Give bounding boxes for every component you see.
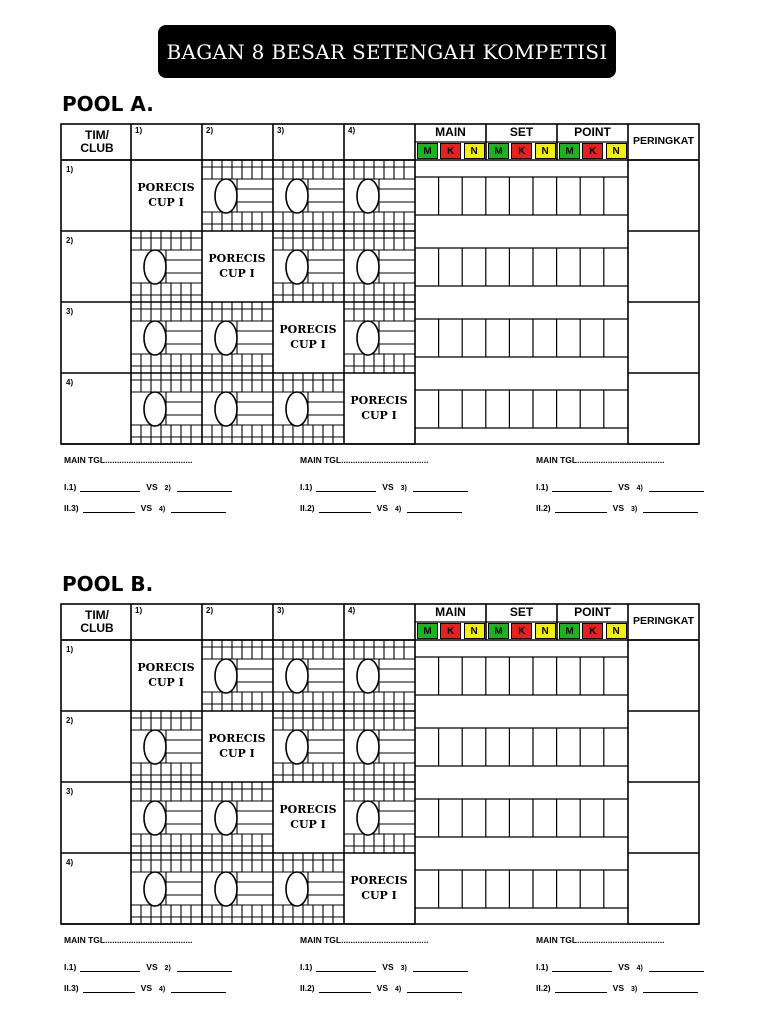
vs-label: VS: [140, 983, 152, 993]
diagonal-cell: [202, 731, 272, 761]
team-b-blank[interactable]: [643, 992, 698, 993]
match-team-a-label: I.1): [64, 482, 77, 492]
pool-title: POOL A.: [62, 92, 154, 116]
match-date-label: MAIN TGL.....................................: [64, 455, 193, 465]
match-team-b-label: 4): [159, 986, 166, 993]
diagonal-line-1: PORECIS: [208, 732, 266, 745]
column-number: 3): [277, 126, 285, 135]
match-line: [300, 962, 468, 972]
column-number: 1): [135, 606, 143, 615]
team-b-blank[interactable]: [649, 971, 704, 972]
diagonal-line-2: CUP I: [148, 196, 184, 209]
column-number: 4): [348, 606, 356, 615]
vs-label: VS: [382, 482, 394, 492]
diagonal-cell: [131, 180, 201, 210]
score-oval: [215, 179, 237, 213]
diagonal-line-2: CUP I: [148, 676, 184, 689]
team-a-blank[interactable]: [80, 971, 140, 972]
main-header: MAIN: [435, 125, 466, 139]
team-a-blank[interactable]: [552, 971, 612, 972]
vs-label: VS: [382, 962, 394, 972]
team-a-blank[interactable]: [552, 491, 612, 492]
diagonal-cell: [273, 802, 343, 832]
team-a-blank[interactable]: [316, 491, 376, 492]
diagonal-cell: [344, 393, 414, 423]
match-team-b-label: 3): [400, 965, 407, 972]
diagonal-cell: [131, 660, 201, 690]
match-line: [300, 983, 462, 993]
diagonal-line-1: PORECIS: [350, 874, 408, 887]
row-number: 2): [66, 236, 74, 245]
match-date-label: MAIN TGL.....................................: [536, 455, 665, 465]
diagonal-line-1: PORECIS: [350, 394, 408, 407]
team-b-blank[interactable]: [407, 512, 462, 513]
score-oval: [286, 250, 308, 284]
tim-club-header: TIM/ CLUB: [80, 128, 114, 155]
score-oval: [215, 659, 237, 693]
mkn-cell-k: K: [582, 143, 603, 159]
match-team-b-label: 3): [631, 986, 638, 993]
diagonal-line-1: PORECIS: [279, 803, 337, 816]
match-team-b-label: 2): [164, 965, 171, 972]
match-date-label: MAIN TGL.....................................: [300, 935, 429, 945]
team-b-blank[interactable]: [177, 971, 232, 972]
row-number: 3): [66, 787, 74, 796]
score-oval: [357, 179, 379, 213]
mkn-cell-m: M: [488, 623, 509, 639]
row-number: 4): [66, 858, 74, 867]
score-oval: [144, 872, 166, 906]
team-b-blank[interactable]: [171, 512, 226, 513]
match-line: [536, 482, 704, 492]
match-team-b-label: 4): [395, 986, 402, 993]
match-team-a-label: I.1): [300, 482, 313, 492]
team-b-blank[interactable]: [177, 491, 232, 492]
match-line: [536, 962, 704, 972]
set-header: SET: [509, 605, 534, 619]
team-b-blank[interactable]: [643, 512, 698, 513]
team-b-blank[interactable]: [171, 992, 226, 993]
pool-title: POOL B.: [62, 572, 154, 596]
match-team-a-label: II.3): [64, 983, 79, 993]
match-team-a-label: II.3): [64, 503, 79, 513]
score-oval: [215, 321, 237, 355]
match-line: [64, 983, 226, 993]
score-oval: [144, 392, 166, 426]
mkn-cell-m: M: [417, 623, 438, 639]
team-a-blank[interactable]: [316, 971, 376, 972]
set-header: SET: [509, 125, 534, 139]
vs-label: VS: [376, 983, 388, 993]
match-date-label: MAIN TGL.....................................: [64, 935, 193, 945]
vs-label: VS: [376, 503, 388, 513]
match-line: [64, 503, 226, 513]
mkn-cell-k: K: [582, 623, 603, 639]
match-team-b-label: 3): [631, 506, 638, 513]
team-a-blank[interactable]: [83, 512, 135, 513]
column-number: 4): [348, 126, 356, 135]
row-number: 1): [66, 645, 74, 654]
mkn-cell-n: N: [606, 623, 627, 639]
score-oval: [357, 659, 379, 693]
match-line: [64, 482, 232, 492]
match-team-b-label: 2): [164, 485, 171, 492]
vs-label: VS: [612, 983, 624, 993]
diagonal-line-2: CUP I: [290, 338, 326, 351]
page-title: BAGAN 8 BESAR SETENGAH KOMPETISI: [158, 25, 616, 78]
diagonal-line-2: CUP I: [361, 409, 397, 422]
diagonal-line-1: PORECIS: [137, 181, 195, 194]
mkn-cell-k: K: [440, 143, 461, 159]
mkn-cell-m: M: [559, 143, 580, 159]
score-oval: [357, 250, 379, 284]
vs-label: VS: [140, 503, 152, 513]
score-oval: [286, 179, 308, 213]
diagonal-line-1: PORECIS: [208, 252, 266, 265]
mkn-cell-n: N: [464, 143, 485, 159]
row-number: 1): [66, 165, 74, 174]
score-oval: [357, 801, 379, 835]
match-team-a-label: I.1): [300, 962, 313, 972]
diagonal-line-2: CUP I: [219, 747, 255, 760]
team-a-blank[interactable]: [80, 491, 140, 492]
score-oval: [215, 392, 237, 426]
match-line: [64, 962, 232, 972]
match-team-a-label: I.1): [536, 482, 549, 492]
match-team-b-label: 4): [159, 506, 166, 513]
diagonal-line-1: PORECIS: [137, 661, 195, 674]
match-team-a-label: II.2): [300, 983, 315, 993]
point-header: POINT: [574, 605, 611, 619]
vs-label: VS: [612, 503, 624, 513]
mkn-cell-m: M: [488, 143, 509, 159]
team-a-blank[interactable]: [555, 512, 607, 513]
score-oval: [144, 730, 166, 764]
column-number: 2): [206, 126, 214, 135]
match-team-b-label: 4): [395, 506, 402, 513]
match-date-label: MAIN TGL.....................................: [300, 455, 429, 465]
match-team-b-label: 3): [400, 485, 407, 492]
diagonal-line-2: CUP I: [219, 267, 255, 280]
match-date-label: MAIN TGL.....................................: [536, 935, 665, 945]
team-b-blank[interactable]: [649, 491, 704, 492]
vs-label: VS: [618, 482, 630, 492]
score-oval: [286, 392, 308, 426]
match-team-b-label: 4): [636, 965, 643, 972]
score-oval: [144, 801, 166, 835]
diagonal-line-1: PORECIS: [279, 323, 337, 336]
peringkat-header: PERINGKAT: [632, 135, 695, 147]
tim-club-header: TIM/ CLUB: [80, 608, 114, 635]
match-line: [300, 482, 468, 492]
score-oval: [357, 321, 379, 355]
score-oval: [286, 730, 308, 764]
team-a-blank[interactable]: [319, 992, 371, 993]
score-oval: [357, 730, 379, 764]
team-a-blank[interactable]: [319, 512, 371, 513]
score-oval: [144, 250, 166, 284]
score-oval: [286, 872, 308, 906]
match-team-a-label: I.1): [64, 962, 77, 972]
match-team-a-label: II.2): [536, 983, 551, 993]
team-a-blank[interactable]: [555, 992, 607, 993]
vs-label: VS: [146, 482, 158, 492]
mkn-cell-n: N: [606, 143, 627, 159]
team-a-blank[interactable]: [83, 992, 135, 993]
pool-table: [60, 603, 700, 925]
mkn-cell-n: N: [535, 623, 556, 639]
vs-label: VS: [618, 962, 630, 972]
pool-table: [60, 123, 700, 445]
mkn-cell-m: M: [559, 623, 580, 639]
score-oval: [215, 872, 237, 906]
mkn-cell-k: K: [440, 623, 461, 639]
diagonal-cell: [273, 322, 343, 352]
row-number: 4): [66, 378, 74, 387]
main-header: MAIN: [435, 605, 466, 619]
column-number: 1): [135, 126, 143, 135]
mkn-cell-k: K: [511, 623, 532, 639]
match-team-a-label: II.2): [536, 503, 551, 513]
match-line: [300, 503, 462, 513]
team-b-blank[interactable]: [413, 971, 468, 972]
column-number: 3): [277, 606, 285, 615]
point-header: POINT: [574, 125, 611, 139]
column-number: 2): [206, 606, 214, 615]
mkn-cell-n: N: [535, 143, 556, 159]
diagonal-line-2: CUP I: [290, 818, 326, 831]
score-oval: [144, 321, 166, 355]
diagonal-cell: [202, 251, 272, 281]
mkn-cell-n: N: [464, 623, 485, 639]
match-line: [536, 983, 698, 993]
score-oval: [215, 801, 237, 835]
match-team-a-label: II.2): [300, 503, 315, 513]
diagonal-line-2: CUP I: [361, 889, 397, 902]
team-b-blank[interactable]: [413, 491, 468, 492]
vs-label: VS: [146, 962, 158, 972]
match-team-a-label: I.1): [536, 962, 549, 972]
diagonal-cell: [344, 873, 414, 903]
mkn-cell-m: M: [417, 143, 438, 159]
match-line: [536, 503, 698, 513]
row-number: 2): [66, 716, 74, 725]
peringkat-header: PERINGKAT: [632, 615, 695, 627]
mkn-cell-k: K: [511, 143, 532, 159]
score-oval: [286, 659, 308, 693]
team-b-blank[interactable]: [407, 992, 462, 993]
row-number: 3): [66, 307, 74, 316]
match-team-b-label: 4): [636, 485, 643, 492]
